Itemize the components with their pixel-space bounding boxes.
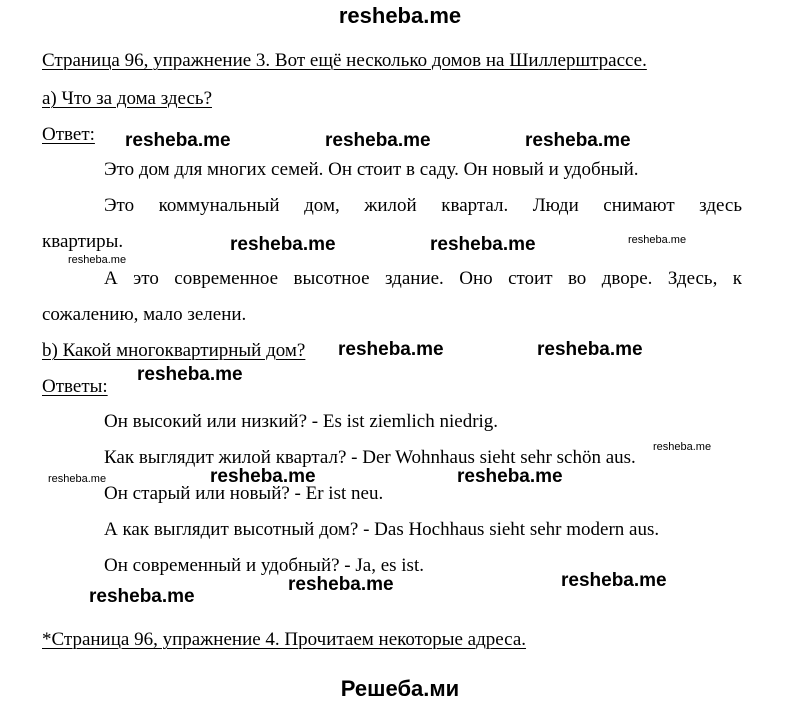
answer-b-line: Он высокий или низкий? - Es ist ziemlich niedrig. [104, 411, 499, 432]
answer-b-line: Он современный и удобный? - Ja, es ist. [104, 555, 424, 576]
answer-label-b: Ответы: [42, 376, 108, 397]
watermark: resheba.me [525, 130, 631, 151]
answer-b-line: А как выглядит высотный дом? - Das Hochhaus sieht sehr modern aus. [104, 519, 660, 540]
answer-a-paragraph-2-line-2: квартиры. [42, 231, 124, 252]
watermark: resheba.me [537, 339, 643, 360]
exercise-4-title: *Страница 96, упражнение 4. Прочитаем некоторые адреса. [42, 629, 527, 650]
watermark-small: resheba.me [653, 441, 712, 453]
watermark: resheba.me [561, 570, 667, 591]
watermark-small: resheba.me [628, 234, 687, 246]
watermark: resheba.me [125, 130, 231, 151]
answer-a-paragraph-2-line-1: Это коммунальный дом, жилой квартал. Люди снимают здесь [104, 195, 742, 216]
watermark: resheba.me [210, 466, 316, 487]
watermark: resheba.me [430, 234, 536, 255]
watermark: resheba.me [338, 339, 444, 360]
watermark: resheba.me [137, 364, 243, 385]
site-footer: Решеба.ми [340, 676, 460, 701]
watermark: resheba.me [230, 234, 336, 255]
exercise-3-title: Страница 96, упражнение 3. Вот ещё несколько домов на Шиллерштрассе. [42, 50, 647, 71]
watermark: resheba.me [325, 130, 431, 151]
answer-b-line: Он старый или новый? - Er ist neu. [104, 483, 384, 504]
question-a: а) Что за дома здесь? [42, 88, 212, 109]
watermark: resheba.me [457, 466, 563, 487]
watermark: resheba.me [288, 574, 394, 595]
watermark-small: resheba.me [48, 473, 107, 485]
answer-a-paragraph-3-line-1: А это современное высотное здание. Оно стоит во дворе. Здесь, к [104, 268, 742, 289]
watermark: resheba.me [89, 586, 195, 607]
answer-label-a: Ответ: [42, 124, 95, 145]
question-b: b) Какой многоквартирный дом? [42, 340, 306, 361]
answer-b-line: Как выглядит жилой квартал? - Der Wohnhaus sieht sehr schön aus. [104, 447, 636, 468]
answer-a-paragraph-1: Это дом для многих семей. Он стоит в саду. Он новый и удобный. [104, 159, 639, 180]
watermark-small: resheba.me [68, 254, 127, 266]
answer-a-paragraph-3-line-2: сожалению, мало зелени. [42, 304, 247, 325]
site-header: resheba.me [338, 3, 462, 28]
